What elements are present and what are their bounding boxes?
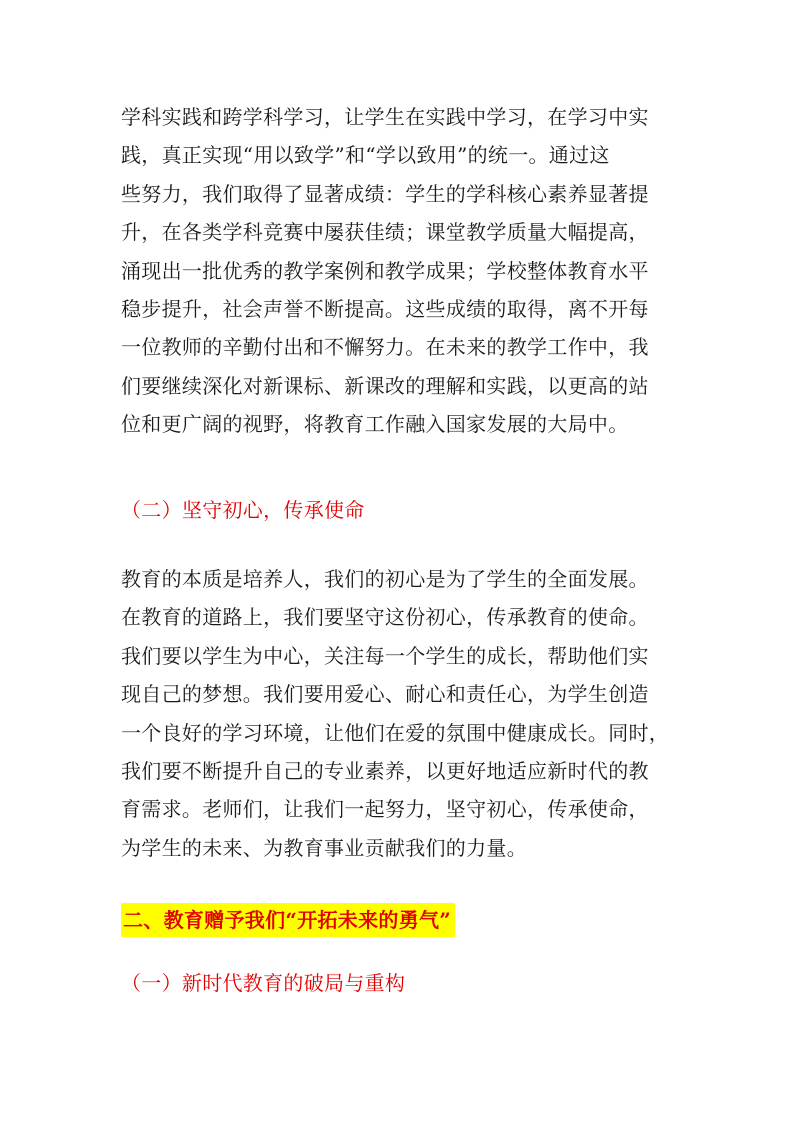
body-paragraph-1	[121, 98, 681, 444]
subheading-one: （一）新时代教育的破局与重构	[121, 971, 406, 995]
paragraph-line: 育需求。老师们，让我们一起努力，坚守初心，传承使命，	[121, 797, 649, 822]
paragraph-line: 涌现出一批优秀的教学案例和教学成果；学校整体教育水平	[121, 258, 649, 283]
paragraph-line: 践，真正实现“用以致学”和“学以致用”的统一。通过这	[121, 143, 610, 168]
paragraph-line: 学科实践和跨学科学习，让学生在实践中学习，在学习中实	[121, 105, 649, 129]
paragraph-line: 在教育的道路上，我们要坚守这份初心，传承教育的使命。	[121, 605, 649, 630]
paragraph-line: 现自己的梦想。我们要用爱心、耐心和责任心，为学生创造	[121, 682, 649, 707]
paragraph-line: 位和更广阔的视野，将教育工作融入国家发展的大局中。	[121, 412, 629, 437]
paragraph-line: 一位教师的辛勤付出和不懈努力。在未来的教学工作中，我	[121, 335, 649, 360]
paragraph-line: 些努力，我们取得了显著成绩：学生的学科核心素养显著提	[121, 181, 649, 206]
section-heading-highlighted: 二、教育赠予我们“开拓未来的勇气”	[121, 903, 455, 937]
paragraph-line: 我们要不断提升自己的专业素养，以更好地适应新时代的教	[121, 758, 649, 783]
paragraph-line: 一个良好的学习环境，让他们在爱的氛围中健康成长。同时，	[121, 720, 670, 745]
paragraph-line: 稳步提升，社会声誉不断提高。这些成绩的取得，离不开每	[121, 296, 649, 321]
subheading-two: （二）坚守初心，传承使命	[121, 498, 365, 522]
paragraph-line: 我们要以学生为中心，关注每一个学生的成长，帮助他们实	[121, 643, 649, 668]
paragraph-line: 升，在各类学科竞赛中屡获佳绩；课堂教学质量大幅提高，	[121, 220, 649, 245]
paragraph-line: 们要继续深化对新课标、新课改的理解和实践，以更高的站	[121, 373, 649, 398]
paragraph-line: 教育的本质是培养人，我们的初心是为了学生的全面发展。	[121, 567, 649, 591]
paragraph-line: 为学生的未来、为教育事业贡献我们的力量。	[121, 835, 527, 860]
body-paragraph-2	[121, 560, 681, 867]
